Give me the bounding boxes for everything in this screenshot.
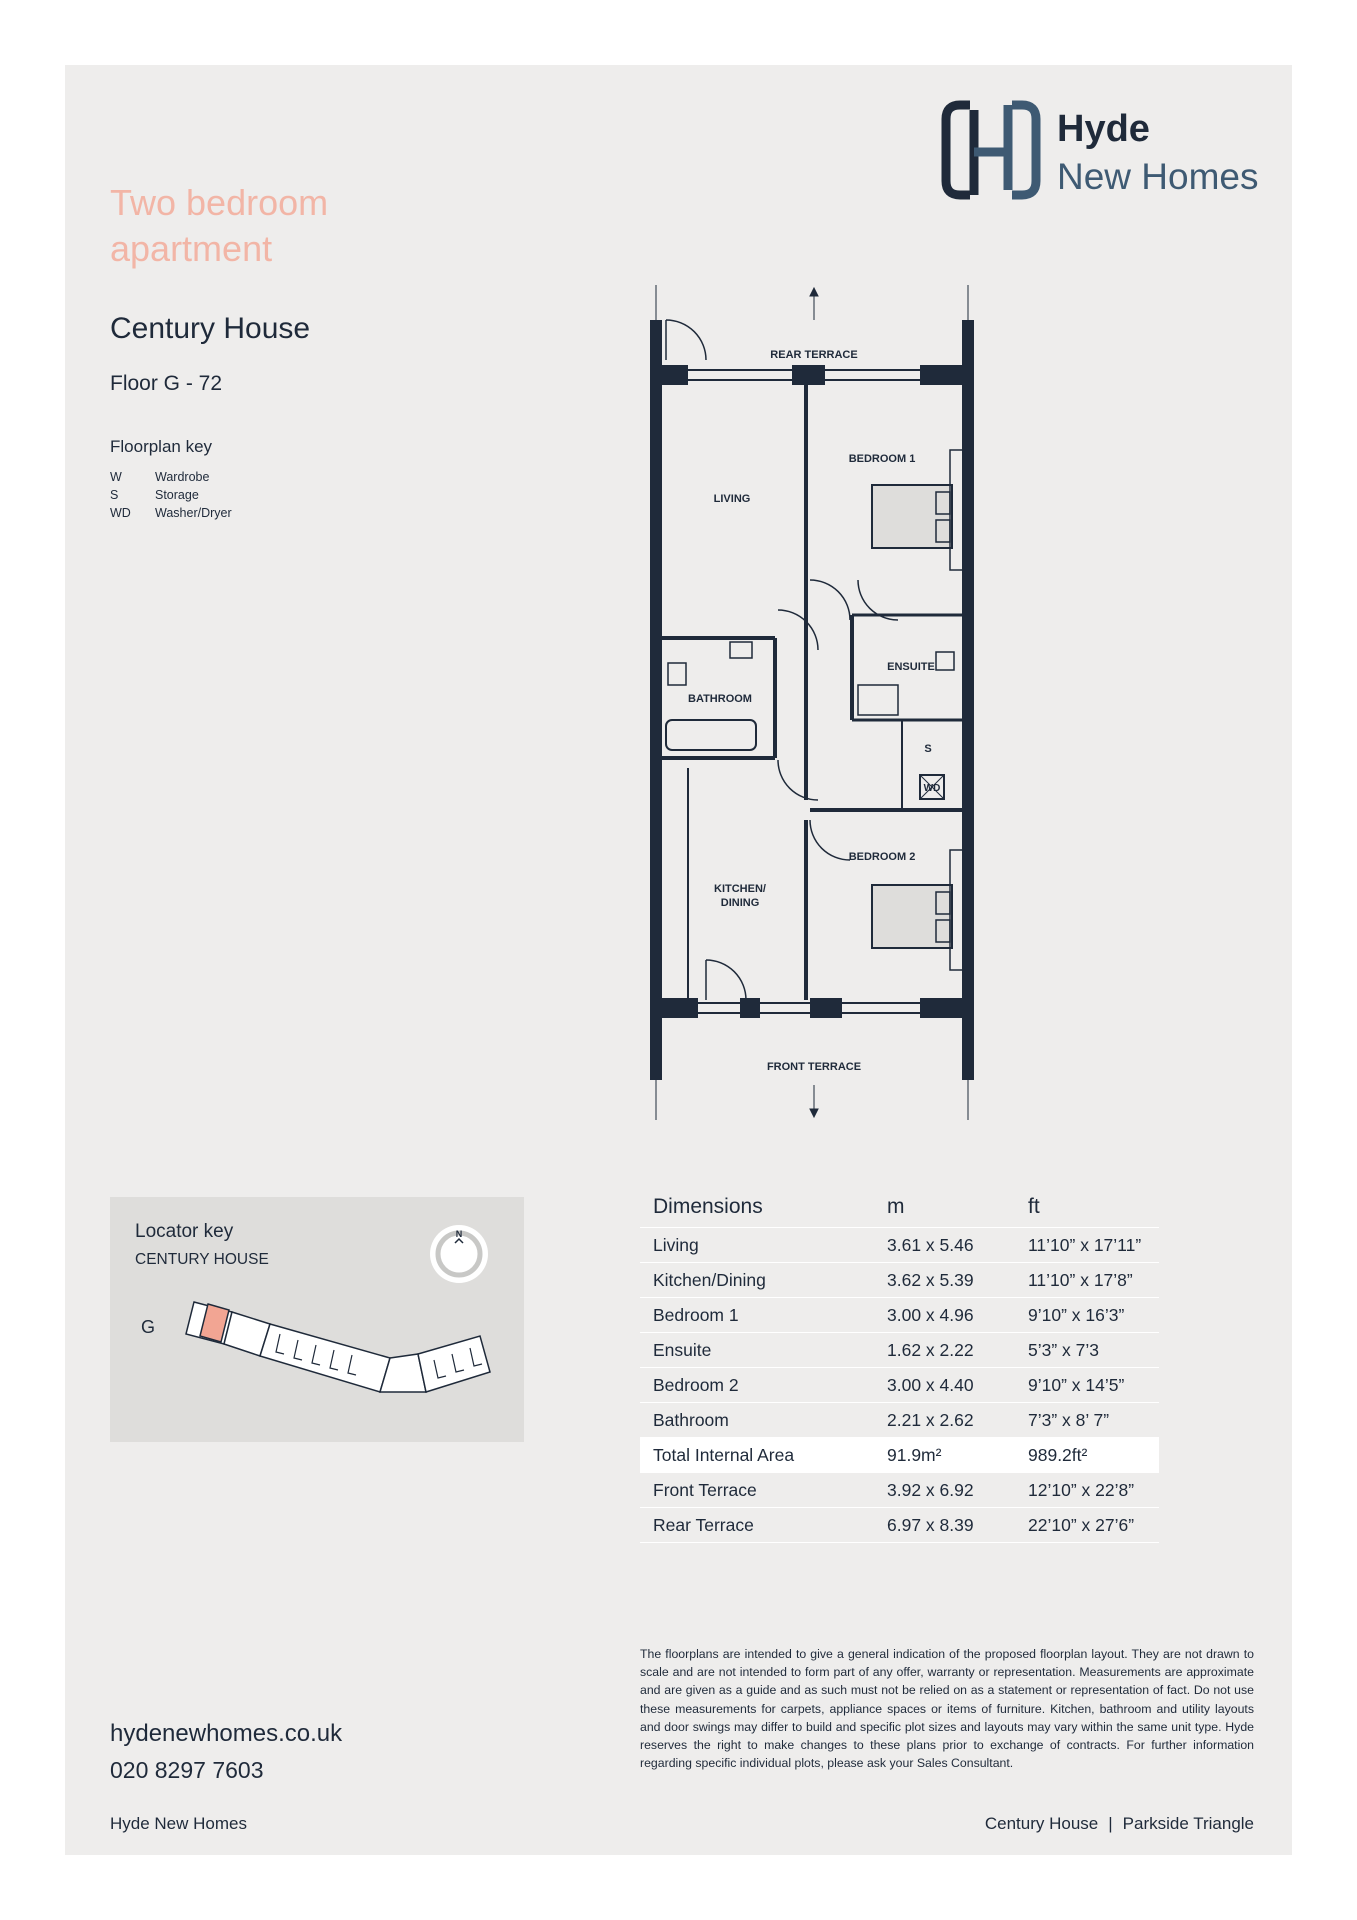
label-rear-terrace: REAR TERRACE <box>770 349 858 361</box>
header-metres: m <box>887 1195 905 1218</box>
label-storage: S <box>924 743 932 755</box>
key-label: Washer/Dryer <box>155 506 232 520</box>
room-name: Bedroom 2 <box>653 1375 739 1395</box>
table-row <box>640 1298 1159 1333</box>
room-metres: 3.00 x 4.96 <box>887 1305 974 1325</box>
room-name: Front Terrace <box>653 1480 757 1500</box>
room-metres: 91.9m² <box>887 1445 942 1465</box>
footer-brand: Hyde New Homes <box>110 1814 247 1833</box>
footer-building: Century House <box>984 1814 1099 1833</box>
room-name: Ensuite <box>653 1340 712 1360</box>
building-locator-map <box>180 1292 500 1402</box>
room-metres: 3.00 x 4.40 <box>887 1375 974 1395</box>
dimensions-table <box>640 1187 1159 1543</box>
footer-location <box>985 1814 1254 1834</box>
label-bedroom-2: BEDROOM 2 <box>848 851 916 863</box>
room-metres: 3.61 x 5.46 <box>887 1235 974 1255</box>
room-feet: 9’10” x 16’3” <box>1028 1305 1125 1325</box>
room-feet: 5’3” x 7’3 <box>1028 1340 1100 1360</box>
compass-north-label: N <box>455 1229 463 1239</box>
floorplan-key-title: Floorplan key <box>110 437 213 456</box>
room-name: Living <box>653 1235 699 1255</box>
disclaimer-text: The floorplans are intended to give a general indication of the proposed floorplan layout. They are not drawn to scale and are not intended to form part of any offer, warranty or representation. Measurements are approximate and are given as a guide and as such must not be relied on as a statement or representation of fact. Do not use these measurements for carpets, appliance spaces or items of furniture. Kitchen, bathroom and utility layouts and door swings may differ to build and specific plot sizes and layouts may vary within the same unit type. Hyde reserves the right to make changes to these plans prior to exchange of contracts. For further information regarding specific individual plots, please ask your Sales Consultant. <box>640 1647 1254 1771</box>
apartment-type: Two bedroom apartment <box>110 182 329 269</box>
key-code: WD <box>110 506 131 520</box>
key-label: Wardrobe <box>155 470 210 484</box>
key-label: Storage <box>155 488 199 502</box>
room-feet: 9’10” x 14’5” <box>1028 1375 1125 1395</box>
room-feet: 11’10” x 17’11” <box>1028 1235 1142 1255</box>
hyde-h-icon <box>940 100 1050 210</box>
key-code: W <box>110 470 122 484</box>
table-row <box>640 1403 1159 1438</box>
label-kitchen-line2: DINING <box>720 897 760 909</box>
room-feet: 11’10” x 17’8” <box>1028 1270 1133 1290</box>
table-row <box>640 1263 1159 1298</box>
room-metres: 3.62 x 5.39 <box>887 1270 974 1290</box>
table-row <box>640 1473 1159 1508</box>
floor-plan <box>620 280 1020 1140</box>
table-row <box>640 1333 1159 1368</box>
compass-icon <box>426 1221 492 1287</box>
key-row-washer-dryer <box>110 506 232 520</box>
phone-number[interactable]: 020 8297 7603 <box>110 1757 264 1783</box>
brand-name: Hyde <box>1057 108 1150 150</box>
locator-title: Locator key <box>135 1221 234 1242</box>
room-name: Bathroom <box>653 1410 729 1430</box>
brand-subname: New Homes <box>1057 156 1259 197</box>
label-ensuite: ENSUITE <box>887 661 935 673</box>
building-name: Century House <box>110 312 311 345</box>
footer-development: Parkside Triangle <box>1122 1814 1254 1833</box>
room-metres: 3.92 x 6.92 <box>887 1480 974 1500</box>
table-row-total <box>640 1438 1159 1473</box>
room-metres: 2.21 x 2.62 <box>887 1410 974 1430</box>
locator-level: G <box>141 1317 156 1337</box>
table-row <box>640 1508 1159 1543</box>
key-row-wardrobe <box>110 470 209 484</box>
room-feet: 12’10” x 22’8” <box>1028 1480 1135 1500</box>
table-row <box>640 1368 1159 1403</box>
locator-key-panel <box>110 1197 524 1442</box>
room-name: Kitchen/Dining <box>653 1270 766 1290</box>
room-metres: 6.97 x 8.39 <box>887 1515 974 1535</box>
header-feet: ft <box>1028 1195 1040 1218</box>
table-row <box>640 1228 1159 1263</box>
header-dimensions: Dimensions <box>653 1195 763 1218</box>
room-metres: 1.62 x 2.22 <box>887 1340 974 1360</box>
key-row-storage <box>110 488 199 502</box>
label-front-terrace: FRONT TERRACE <box>766 1061 862 1073</box>
label-kitchen-line1: KITCHEN/ <box>714 883 766 895</box>
room-name: Total Internal Area <box>653 1445 795 1465</box>
room-name: Bedroom 1 <box>653 1305 739 1325</box>
label-living: LIVING <box>713 493 751 505</box>
key-code: S <box>110 488 119 502</box>
dimensions-header <box>640 1187 1159 1228</box>
room-feet: 22’10” x 27’6” <box>1028 1515 1135 1535</box>
website-link[interactable]: hydenewhomes.co.uk <box>110 1720 343 1747</box>
room-feet: 989.2ft² <box>1028 1445 1088 1465</box>
footer-separator: | <box>1108 1814 1113 1833</box>
label-bedroom-1: BEDROOM 1 <box>848 453 916 465</box>
label-washer-dryer: WD <box>923 783 941 794</box>
locator-building: CENTURY HOUSE <box>135 1251 269 1268</box>
floor-plot: Floor G - 72 <box>110 372 223 395</box>
label-bathroom: BATHROOM <box>688 693 752 705</box>
room-feet: 7’3” x 8’ 7” <box>1028 1410 1110 1430</box>
room-name: Rear Terrace <box>653 1515 754 1535</box>
